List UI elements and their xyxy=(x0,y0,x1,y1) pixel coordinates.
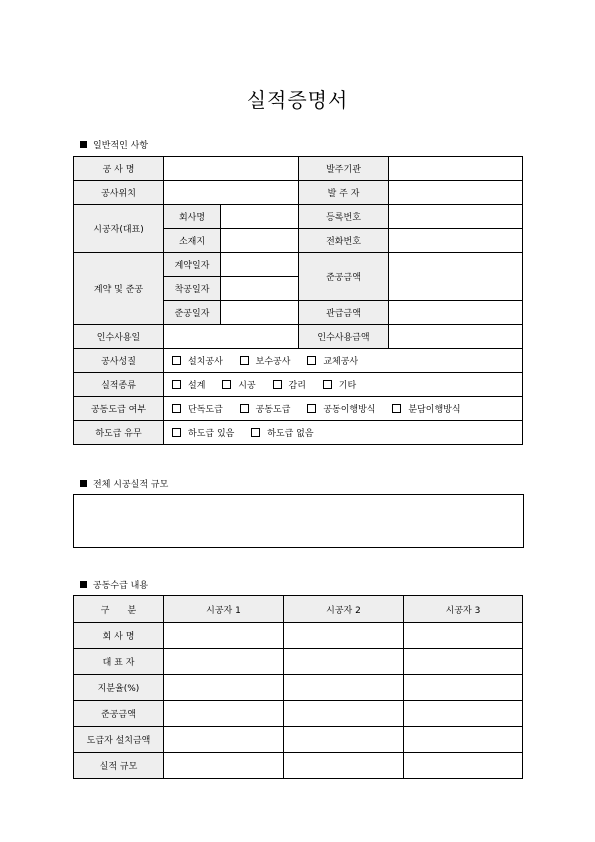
checkbox-icon xyxy=(172,404,181,413)
field-completion-amount[interactable] xyxy=(389,253,523,301)
label-address: 소재지 xyxy=(164,229,221,253)
table-row xyxy=(74,675,523,701)
square-bullet-icon xyxy=(80,141,87,148)
label-phone-no: 전화번호 xyxy=(299,229,389,253)
label-completion-amount: 준공금액 xyxy=(299,253,389,301)
section-heading-text: 공동수급 내용 xyxy=(93,581,149,591)
option-supervision[interactable]: 감리 xyxy=(273,378,306,391)
option-joint-contract[interactable]: 공동도급 xyxy=(240,402,291,415)
option-other[interactable]: 기타 xyxy=(323,378,356,391)
field-orderer-agency[interactable] xyxy=(389,157,523,181)
label-contractor: 시공자(대표) xyxy=(74,205,164,253)
label-registration-no: 등록번호 xyxy=(299,205,389,229)
label-contract-completion: 계약 및 준공 xyxy=(74,253,164,325)
field-handover-date[interactable] xyxy=(164,325,299,349)
option-single-contract[interactable]: 단독도급 xyxy=(172,402,223,415)
work-nature-options xyxy=(164,349,523,373)
field-related-amount[interactable] xyxy=(389,301,523,325)
checkbox-icon xyxy=(172,356,181,365)
label-work-nature: 공사성질 xyxy=(74,349,164,373)
performance-type-options xyxy=(164,373,523,397)
cell-contractor-1[interactable] xyxy=(164,675,284,701)
cell-contractor-3[interactable] xyxy=(404,701,523,727)
header-category: 구 분 xyxy=(74,596,164,623)
checkbox-icon xyxy=(307,404,316,413)
label-handover-date: 인수사용일 xyxy=(74,325,164,349)
cell-contractor-1[interactable] xyxy=(164,623,284,649)
section-general-heading xyxy=(80,138,148,151)
row-label: 준공금액 xyxy=(74,701,164,727)
field-company-name[interactable] xyxy=(221,205,299,229)
square-bullet-icon xyxy=(80,480,87,487)
field-orderer[interactable] xyxy=(389,181,523,205)
field-handover-amount[interactable] xyxy=(389,325,523,349)
field-project-name[interactable] xyxy=(164,157,299,181)
option-subcontract-no[interactable]: 하도급 없음 xyxy=(251,426,313,439)
row-label: 대 표 자 xyxy=(74,649,164,675)
section-heading-text: 일반적인 사항 xyxy=(93,141,149,151)
checkbox-icon xyxy=(172,428,181,437)
joint-contract-options xyxy=(164,397,523,421)
field-completion-date[interactable] xyxy=(221,301,299,325)
option-joint-performance[interactable]: 공동이행방식 xyxy=(307,402,375,415)
cell-contractor-1[interactable] xyxy=(164,727,284,753)
field-start-date[interactable] xyxy=(221,277,299,301)
cell-contractor-2[interactable] xyxy=(284,623,404,649)
label-completion-date: 준공일자 xyxy=(164,301,221,325)
checkbox-icon xyxy=(323,380,332,389)
option-subcontract-yes[interactable]: 하도급 있음 xyxy=(172,426,234,439)
label-project-name: 공 사 명 xyxy=(74,157,164,181)
checkbox-icon xyxy=(240,404,249,413)
field-phone-no[interactable] xyxy=(389,229,523,253)
general-info-table xyxy=(73,156,523,445)
label-company-name: 회사명 xyxy=(164,205,221,229)
option-install-work[interactable]: 설치공사 xyxy=(172,354,223,367)
table-row xyxy=(74,701,523,727)
subcontract-options xyxy=(164,421,523,445)
cell-contractor-2[interactable] xyxy=(284,701,404,727)
option-shared-performance[interactable]: 분담이행방식 xyxy=(392,402,460,415)
field-address[interactable] xyxy=(221,229,299,253)
cell-contractor-1[interactable] xyxy=(164,753,284,779)
checkbox-icon xyxy=(222,380,231,389)
checkbox-icon xyxy=(392,404,401,413)
section-total-scale-heading xyxy=(80,477,168,490)
cell-contractor-2[interactable] xyxy=(284,675,404,701)
label-orderer: 발 주 자 xyxy=(299,181,389,205)
header-contractor-2: 시공자 2 xyxy=(284,596,404,623)
row-label: 지분율(%) xyxy=(74,675,164,701)
table-row xyxy=(74,727,523,753)
label-handover-amount: 인수사용금액 xyxy=(299,325,389,349)
option-repair-work[interactable]: 보수공사 xyxy=(240,354,291,367)
total-scale-box[interactable] xyxy=(73,494,524,548)
row-label: 실적 규모 xyxy=(74,753,164,779)
cell-contractor-3[interactable] xyxy=(404,649,523,675)
option-replace-work[interactable]: 교체공사 xyxy=(307,354,358,367)
checkbox-icon xyxy=(273,380,282,389)
cell-contractor-1[interactable] xyxy=(164,649,284,675)
checkbox-icon xyxy=(240,356,249,365)
cell-contractor-3[interactable] xyxy=(404,675,523,701)
label-project-location: 공사위치 xyxy=(74,181,164,205)
cell-contractor-3[interactable] xyxy=(404,727,523,753)
table-row xyxy=(74,753,523,779)
cell-contractor-1[interactable] xyxy=(164,701,284,727)
row-label: 도급자 설치금액 xyxy=(74,727,164,753)
label-orderer-agency: 발주기관 xyxy=(299,157,389,181)
cell-contractor-2[interactable] xyxy=(284,727,404,753)
document-title: 실적증명서 xyxy=(246,88,349,112)
option-design[interactable]: 설계 xyxy=(172,378,205,391)
field-project-location[interactable] xyxy=(164,181,299,205)
label-related-amount: 관급금액 xyxy=(299,301,389,325)
label-subcontract: 하도급 유무 xyxy=(74,421,164,445)
option-construction[interactable]: 시공 xyxy=(222,378,255,391)
checkbox-icon xyxy=(307,356,316,365)
cell-contractor-3[interactable] xyxy=(404,623,523,649)
header-contractor-1: 시공자 1 xyxy=(164,596,284,623)
table-row xyxy=(74,623,523,649)
header-contractor-3: 시공자 3 xyxy=(404,596,523,623)
table-row xyxy=(74,649,523,675)
checkbox-icon xyxy=(172,380,181,389)
cell-contractor-3[interactable] xyxy=(404,753,523,779)
field-contract-date[interactable] xyxy=(221,253,299,277)
label-performance-type: 실적종류 xyxy=(74,373,164,397)
cell-contractor-2[interactable] xyxy=(284,649,404,675)
field-registration-no[interactable] xyxy=(389,205,523,229)
row-label: 회 사 명 xyxy=(74,623,164,649)
label-start-date: 착공일자 xyxy=(164,277,221,301)
label-joint-contract: 공동도급 여부 xyxy=(74,397,164,421)
label-contract-date: 계약일자 xyxy=(164,253,221,277)
joint-contract-table xyxy=(73,595,523,779)
checkbox-icon xyxy=(251,428,260,437)
section-joint-heading xyxy=(80,578,148,591)
square-bullet-icon xyxy=(80,581,87,588)
section-heading-text: 전체 시공실적 규모 xyxy=(93,480,169,490)
cell-contractor-2[interactable] xyxy=(284,753,404,779)
